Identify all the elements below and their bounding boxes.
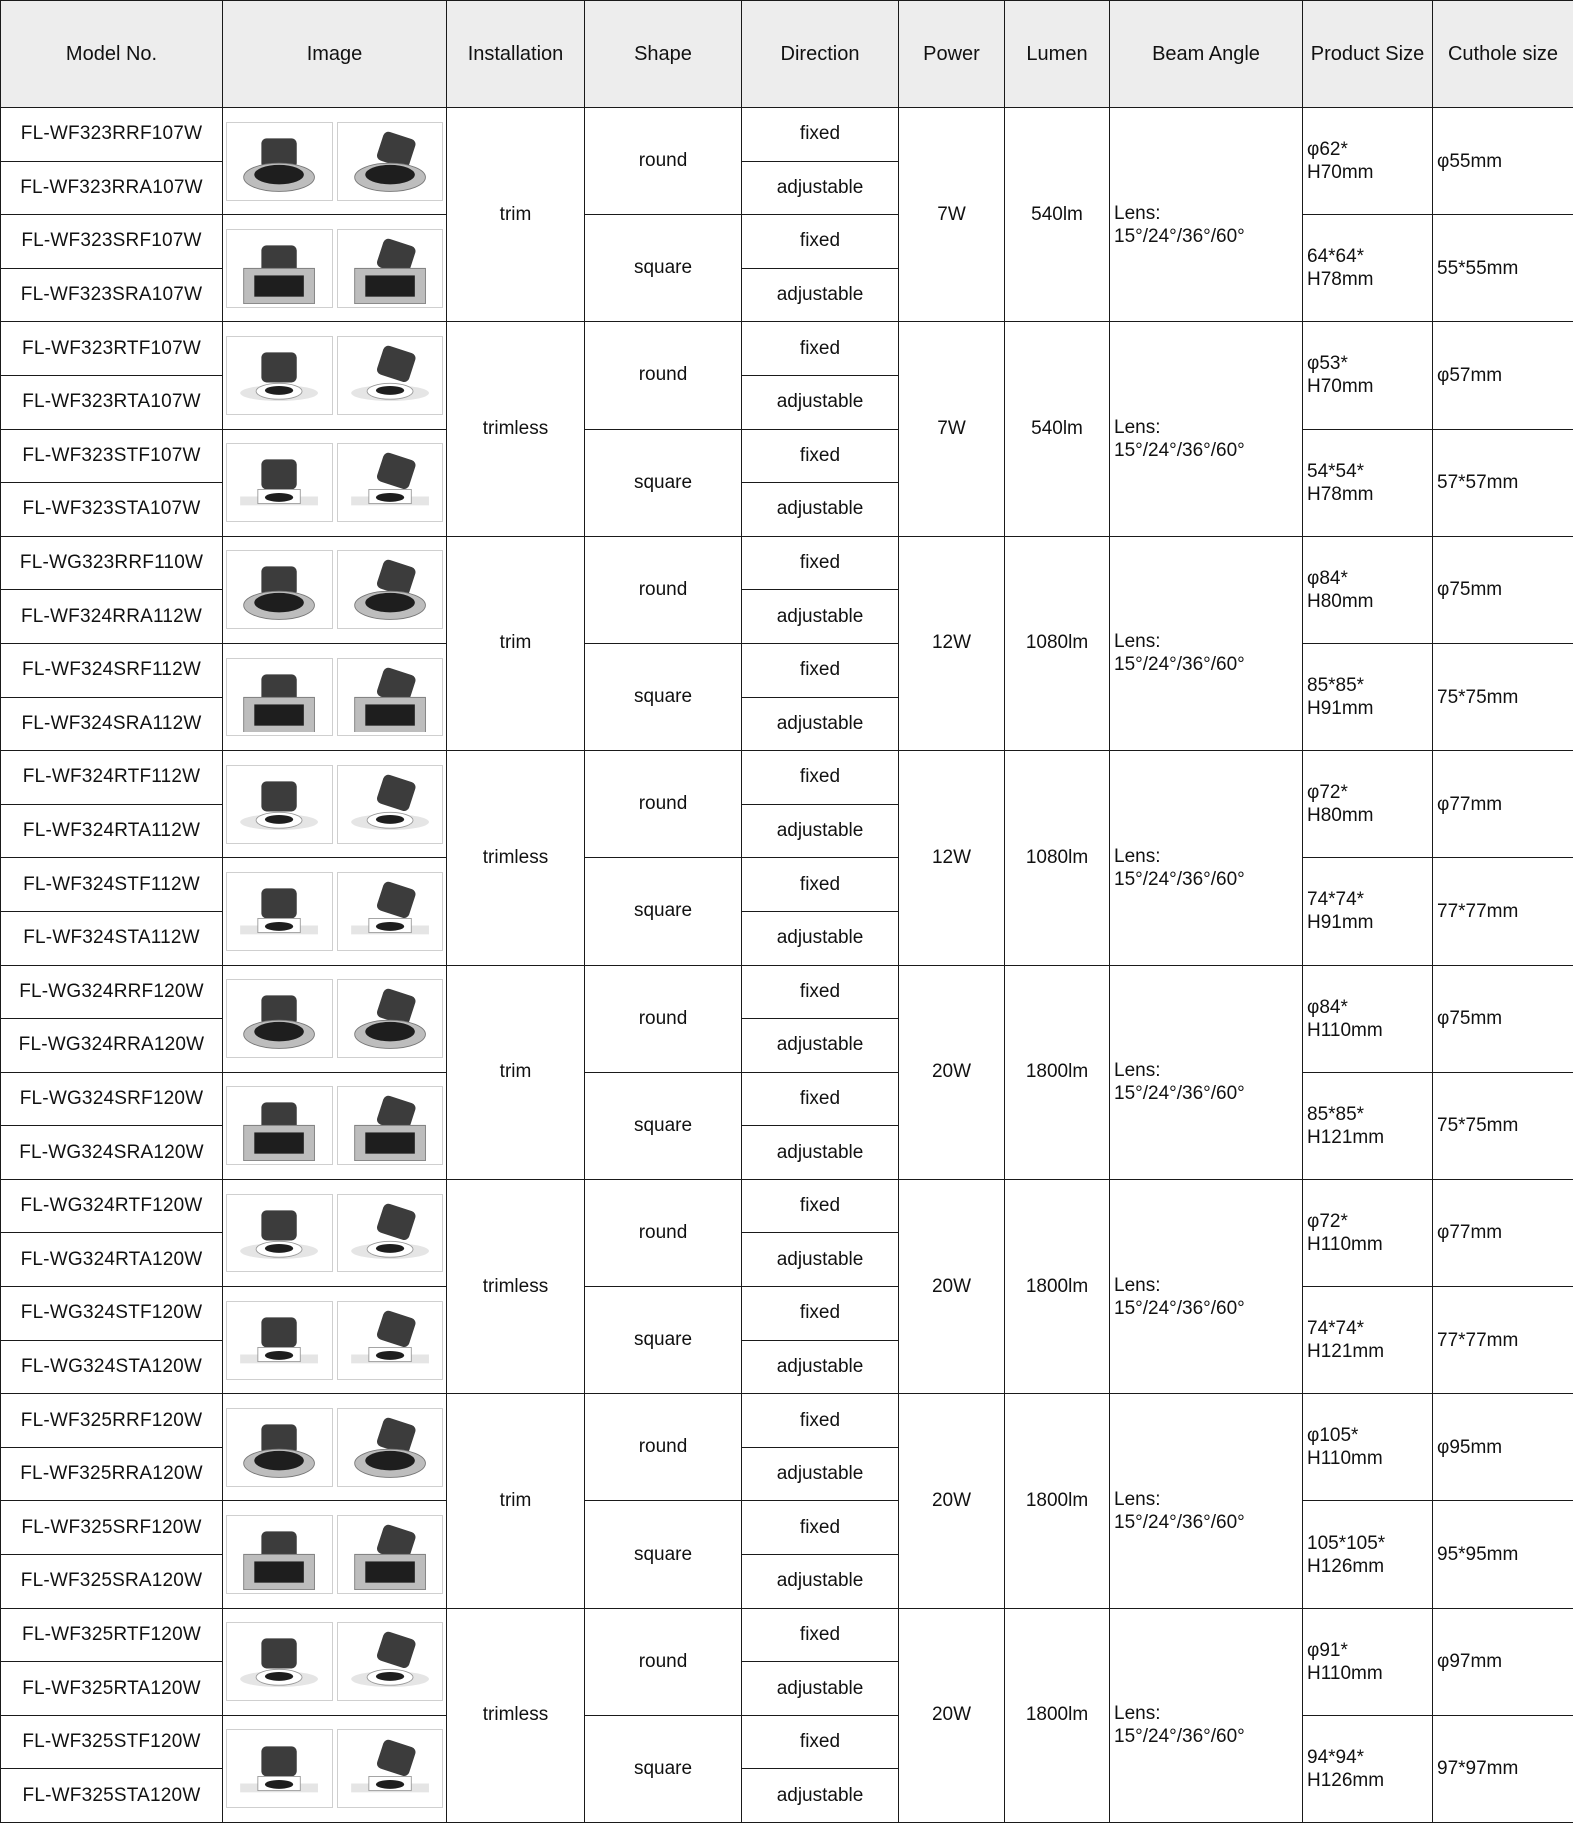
size-dimensions: φ72* [1307, 1211, 1348, 1232]
image-cell [223, 858, 447, 965]
downlight-image [231, 554, 327, 625]
shape-cell: square [585, 215, 742, 322]
downlight-image [342, 1519, 438, 1590]
downlight-image [342, 876, 438, 947]
model-cell: FL-WF323SRF107W [1, 215, 223, 269]
lumen-cell: 540lm [1005, 108, 1110, 322]
size-height: H91mm [1307, 698, 1374, 719]
beam-angles: 15°/24°/36°/60° [1114, 226, 1245, 247]
direction-cell: fixed [742, 1394, 899, 1448]
fixed-product-photo [226, 229, 333, 308]
fixed-product-photo [226, 1408, 333, 1487]
table-row [1, 429, 1573, 483]
adjustable-product-photo [337, 872, 444, 951]
beam-lens-label: Lens: [1114, 1060, 1160, 1081]
downlight-image [231, 233, 327, 304]
table-row [1, 965, 1573, 1019]
downlight-image [342, 1198, 438, 1269]
model-cell: FL-WF323RRF107W [1, 108, 223, 162]
direction-cell: adjustable [742, 268, 899, 322]
table-row [1, 858, 1573, 912]
downlight-image [231, 1734, 327, 1805]
beam-angles: 15°/24°/36°/60° [1114, 869, 1245, 890]
beam-angle-cell [1110, 1608, 1303, 1822]
size-dimensions: φ72* [1307, 782, 1348, 803]
model-cell: FL-WG324STA120W [1, 1340, 223, 1394]
direction-cell: fixed [742, 1179, 899, 1233]
model-cell: FL-WF325RRF120W [1, 1394, 223, 1448]
shape-cell: square [585, 1501, 742, 1608]
downlight-image [342, 983, 438, 1054]
direction-cell: adjustable [742, 697, 899, 751]
downlight-image [231, 1198, 327, 1269]
beam-lens-label: Lens: [1114, 1275, 1160, 1296]
header-installation: Installation [447, 1, 585, 108]
downlight-image [342, 1412, 438, 1483]
model-cell: FL-WG324SRA120W [1, 1126, 223, 1180]
shape-cell: square [585, 1072, 742, 1179]
power-cell: 12W [899, 536, 1005, 750]
downlight-image [342, 554, 438, 625]
installation-cell: trimless [447, 322, 585, 536]
direction-cell: adjustable [742, 1769, 899, 1823]
size-dimensions: 64*64* [1307, 246, 1364, 267]
power-cell: 20W [899, 965, 1005, 1179]
size-dimensions: φ53* [1307, 353, 1348, 374]
shape-cell: round [585, 322, 742, 429]
fixed-product-photo [226, 336, 333, 415]
model-cell: FL-WF323RTF107W [1, 322, 223, 376]
size-height: H110mm [1307, 1234, 1383, 1255]
size-height: H78mm [1307, 484, 1374, 505]
adjustable-product-photo [337, 443, 444, 522]
product-size-cell [1303, 1072, 1433, 1179]
shape-cell: square [585, 1287, 742, 1394]
beam-angle-cell [1110, 1394, 1303, 1608]
size-dimensions: 85*85* [1307, 1104, 1364, 1125]
beam-lens-label: Lens: [1114, 631, 1160, 652]
table-row [1, 1072, 1573, 1126]
beam-angle-cell [1110, 965, 1303, 1179]
image-cell [223, 1501, 447, 1608]
cuthole-size-cell: 57*57mm [1433, 429, 1573, 536]
lumen-cell: 1080lm [1005, 536, 1110, 750]
cuthole-size-cell: φ75mm [1433, 536, 1573, 643]
product-size-cell [1303, 1501, 1433, 1608]
size-height: H126mm [1307, 1770, 1384, 1791]
downlight-image [231, 1412, 327, 1483]
image-cell [223, 108, 447, 215]
direction-cell: adjustable [742, 1340, 899, 1394]
direction-cell: fixed [742, 1715, 899, 1769]
fixed-product-photo [226, 122, 333, 201]
size-dimensions: 54*54* [1307, 461, 1364, 482]
direction-cell: fixed [742, 1608, 899, 1662]
cuthole-size-cell: 75*75mm [1433, 643, 1573, 750]
model-cell: FL-WG324SRF120W [1, 1072, 223, 1126]
shape-cell: round [585, 108, 742, 215]
size-height: H80mm [1307, 805, 1374, 826]
product-size-cell [1303, 1715, 1433, 1822]
product-size-cell [1303, 858, 1433, 965]
product-size-cell [1303, 429, 1433, 536]
installation-cell: trim [447, 536, 585, 750]
fixed-product-photo [226, 872, 333, 951]
downlight-image [342, 662, 438, 733]
header-beam-angle: Beam Angle [1110, 1, 1303, 108]
size-height: H110mm [1307, 1448, 1383, 1469]
header-direction: Direction [742, 1, 899, 108]
size-dimensions: 94*94* [1307, 1747, 1364, 1768]
beam-angles: 15°/24°/36°/60° [1114, 1083, 1245, 1104]
installation-cell: trimless [447, 751, 585, 965]
size-height: H121mm [1307, 1341, 1384, 1362]
header-lumen: Lumen [1005, 1, 1110, 108]
downlight-image [231, 447, 327, 518]
cuthole-size-cell: φ95mm [1433, 1394, 1573, 1501]
model-cell: FL-WG324STF120W [1, 1287, 223, 1341]
direction-cell: adjustable [742, 1126, 899, 1180]
cuthole-size-cell: φ77mm [1433, 1179, 1573, 1286]
installation-cell: trimless [447, 1608, 585, 1822]
beam-lens-label: Lens: [1114, 417, 1160, 438]
size-dimensions: 85*85* [1307, 675, 1364, 696]
lumen-cell: 1800lm [1005, 1394, 1110, 1608]
model-cell: FL-WF325STF120W [1, 1715, 223, 1769]
model-cell: FL-WG324RRF120W [1, 965, 223, 1019]
power-cell: 12W [899, 751, 1005, 965]
cuthole-size-cell: φ77mm [1433, 751, 1573, 858]
direction-cell: fixed [742, 965, 899, 1019]
shape-cell: round [585, 1394, 742, 1501]
product-size-cell [1303, 322, 1433, 429]
table-row [1, 1608, 1573, 1662]
model-cell: FL-WF324STF112W [1, 858, 223, 912]
installation-cell: trim [447, 1394, 585, 1608]
direction-cell: adjustable [742, 911, 899, 965]
adjustable-product-photo [337, 765, 444, 844]
downlight-image [231, 1090, 327, 1161]
adjustable-product-photo [337, 336, 444, 415]
image-cell [223, 1715, 447, 1822]
shape-cell: round [585, 1179, 742, 1286]
size-dimensions: φ91* [1307, 1640, 1348, 1661]
downlight-image [231, 340, 327, 411]
table-row [1, 1501, 1573, 1555]
header-image: Image [223, 1, 447, 108]
shape-cell: round [585, 965, 742, 1072]
beam-angle-cell [1110, 1179, 1303, 1393]
downlight-image [231, 769, 327, 840]
table-row [1, 1179, 1573, 1233]
model-cell: FL-WF324SRA112W [1, 697, 223, 751]
direction-cell: adjustable [742, 1447, 899, 1501]
model-cell: FL-WF323STF107W [1, 429, 223, 483]
table-row [1, 322, 1573, 376]
direction-cell: adjustable [742, 804, 899, 858]
direction-cell: fixed [742, 215, 899, 269]
direction-cell: adjustable [742, 375, 899, 429]
size-height: H70mm [1307, 162, 1374, 183]
fixed-product-photo [226, 658, 333, 737]
model-cell: FL-WF325RTA120W [1, 1662, 223, 1716]
image-cell [223, 536, 447, 643]
model-cell: FL-WF324RRA112W [1, 590, 223, 644]
fixed-product-photo [226, 1515, 333, 1594]
adjustable-product-photo [337, 550, 444, 629]
beam-angle-cell [1110, 751, 1303, 965]
direction-cell: adjustable [742, 483, 899, 537]
direction-cell: adjustable [742, 1019, 899, 1073]
beam-angles: 15°/24°/36°/60° [1114, 654, 1245, 675]
shape-cell: square [585, 1715, 742, 1822]
model-cell: FL-WF325RRA120W [1, 1447, 223, 1501]
beam-angle-cell [1110, 322, 1303, 536]
image-cell [223, 1287, 447, 1394]
beam-angles: 15°/24°/36°/60° [1114, 1512, 1245, 1533]
header-model: Model No. [1, 1, 223, 108]
cuthole-size-cell: 77*77mm [1433, 858, 1573, 965]
cuthole-size-cell: 77*77mm [1433, 1287, 1573, 1394]
size-dimensions: 74*74* [1307, 1318, 1364, 1339]
size-height: H80mm [1307, 591, 1374, 612]
downlight-image [231, 983, 327, 1054]
table-row [1, 1394, 1573, 1448]
shape-cell: round [585, 751, 742, 858]
size-dimensions: φ84* [1307, 568, 1348, 589]
model-cell: FL-WF323STA107W [1, 483, 223, 537]
model-cell: FL-WF323SRA107W [1, 268, 223, 322]
fixed-product-photo [226, 765, 333, 844]
image-cell [223, 643, 447, 750]
header-row [1, 1, 1573, 108]
downlight-image [342, 447, 438, 518]
downlight-image [342, 1090, 438, 1161]
adjustable-product-photo [337, 1194, 444, 1273]
beam-lens-label: Lens: [1114, 203, 1160, 224]
beam-lens-label: Lens: [1114, 1489, 1160, 1510]
cuthole-size-cell: 95*95mm [1433, 1501, 1573, 1608]
model-cell: FL-WF324RTF112W [1, 751, 223, 805]
size-height: H70mm [1307, 376, 1374, 397]
downlight-image [231, 876, 327, 947]
product-size-cell [1303, 965, 1433, 1072]
model-cell: FL-WG324RRA120W [1, 1019, 223, 1073]
direction-cell: fixed [742, 429, 899, 483]
size-dimensions: 105*105* [1307, 1533, 1385, 1554]
direction-cell: adjustable [742, 590, 899, 644]
product-size-cell [1303, 108, 1433, 215]
beam-angles: 15°/24°/36°/60° [1114, 1298, 1245, 1319]
direction-cell: fixed [742, 1501, 899, 1555]
lumen-cell: 1800lm [1005, 1179, 1110, 1393]
power-cell: 20W [899, 1179, 1005, 1393]
image-cell [223, 965, 447, 1072]
header-power: Power [899, 1, 1005, 108]
product-size-cell [1303, 751, 1433, 858]
downlight-image [231, 662, 327, 733]
size-height: H126mm [1307, 1556, 1384, 1577]
fixed-product-photo [226, 443, 333, 522]
fixed-product-photo [226, 550, 333, 629]
size-height: H78mm [1307, 269, 1374, 290]
table-row [1, 1287, 1573, 1341]
size-height: H91mm [1307, 912, 1374, 933]
image-cell [223, 215, 447, 322]
table-row [1, 1715, 1573, 1769]
product-size-cell [1303, 536, 1433, 643]
size-dimensions: φ62* [1307, 139, 1348, 160]
direction-cell: fixed [742, 322, 899, 376]
image-cell [223, 322, 447, 429]
downlight-image [231, 1305, 327, 1376]
model-cell: FL-WF324SRF112W [1, 643, 223, 697]
model-cell: FL-WF325RTF120W [1, 1608, 223, 1662]
direction-cell: fixed [742, 751, 899, 805]
direction-cell: adjustable [742, 161, 899, 215]
product-size-cell [1303, 1179, 1433, 1286]
image-cell [223, 1394, 447, 1501]
downlight-image [342, 1626, 438, 1697]
table-row [1, 643, 1573, 697]
adjustable-product-photo [337, 658, 444, 737]
lumen-cell: 1800lm [1005, 965, 1110, 1179]
fixed-product-photo [226, 1729, 333, 1808]
table-row [1, 108, 1573, 162]
cuthole-size-cell: 75*75mm [1433, 1072, 1573, 1179]
downlight-image [342, 233, 438, 304]
beam-lens-label: Lens: [1114, 846, 1160, 867]
fixed-product-photo [226, 1086, 333, 1165]
adjustable-product-photo [337, 979, 444, 1058]
table-row [1, 536, 1573, 590]
model-cell: FL-WF324STA112W [1, 911, 223, 965]
model-cell: FL-WF323RTA107W [1, 375, 223, 429]
downlight-image [231, 1519, 327, 1590]
model-cell: FL-WG323RRF110W [1, 536, 223, 590]
adjustable-product-photo [337, 1086, 444, 1165]
downlight-image [342, 126, 438, 197]
model-cell: FL-WG324RTF120W [1, 1179, 223, 1233]
direction-cell: fixed [742, 643, 899, 697]
fixed-product-photo [226, 1301, 333, 1380]
lumen-cell: 1800lm [1005, 1608, 1110, 1822]
image-cell [223, 1072, 447, 1179]
table-row [1, 215, 1573, 269]
adjustable-product-photo [337, 229, 444, 308]
adjustable-product-photo [337, 1729, 444, 1808]
direction-cell: fixed [742, 858, 899, 912]
direction-cell: fixed [742, 1287, 899, 1341]
direction-cell: adjustable [742, 1555, 899, 1609]
direction-cell: fixed [742, 536, 899, 590]
cuthole-size-cell: φ57mm [1433, 322, 1573, 429]
image-cell [223, 1179, 447, 1286]
shape-cell: square [585, 858, 742, 965]
table-row [1, 751, 1573, 805]
cuthole-size-cell: φ55mm [1433, 108, 1573, 215]
header-product-size: Product Size [1303, 1, 1433, 108]
cuthole-size-cell: φ97mm [1433, 1608, 1573, 1715]
size-height: H121mm [1307, 1127, 1384, 1148]
model-cell: FL-WG324RTA120W [1, 1233, 223, 1287]
header-shape: Shape [585, 1, 742, 108]
power-cell: 7W [899, 322, 1005, 536]
installation-cell: trimless [447, 1179, 585, 1393]
product-size-cell [1303, 1394, 1433, 1501]
product-size-cell [1303, 1287, 1433, 1394]
beam-angles: 15°/24°/36°/60° [1114, 440, 1245, 461]
direction-cell: fixed [742, 108, 899, 162]
downlight-image [342, 769, 438, 840]
direction-cell: adjustable [742, 1233, 899, 1287]
power-cell: 7W [899, 108, 1005, 322]
model-cell: FL-WF325SRF120W [1, 1501, 223, 1555]
downlight-image [342, 1305, 438, 1376]
size-dimensions: φ84* [1307, 997, 1348, 1018]
size-dimensions: φ105* [1307, 1425, 1358, 1446]
size-dimensions: 74*74* [1307, 889, 1364, 910]
model-cell: FL-WF325STA120W [1, 1769, 223, 1823]
beam-angle-cell [1110, 536, 1303, 750]
beam-lens-label: Lens: [1114, 1703, 1160, 1724]
model-cell: FL-WF324RTA112W [1, 804, 223, 858]
direction-cell: adjustable [742, 1662, 899, 1716]
shape-cell: round [585, 1608, 742, 1715]
power-cell: 20W [899, 1394, 1005, 1608]
shape-cell: square [585, 429, 742, 536]
installation-cell: trim [447, 965, 585, 1179]
adjustable-product-photo [337, 1622, 444, 1701]
fixed-product-photo [226, 1194, 333, 1273]
direction-cell: fixed [742, 1072, 899, 1126]
cuthole-size-cell: φ75mm [1433, 965, 1573, 1072]
lumen-cell: 1080lm [1005, 751, 1110, 965]
downlight-image [231, 126, 327, 197]
adjustable-product-photo [337, 1515, 444, 1594]
downlight-image [342, 1734, 438, 1805]
installation-cell: trim [447, 108, 585, 322]
cuthole-size-cell: 97*97mm [1433, 1715, 1573, 1822]
fixed-product-photo [226, 979, 333, 1058]
downlight-image [231, 1626, 327, 1697]
lumen-cell: 540lm [1005, 322, 1110, 536]
cuthole-size-cell: 55*55mm [1433, 215, 1573, 322]
size-height: H110mm [1307, 1020, 1383, 1041]
adjustable-product-photo [337, 1408, 444, 1487]
downlight-image [342, 340, 438, 411]
shape-cell: round [585, 536, 742, 643]
adjustable-product-photo [337, 122, 444, 201]
image-cell [223, 1608, 447, 1715]
power-cell: 20W [899, 1608, 1005, 1822]
image-cell [223, 751, 447, 858]
header-cuthole-size: Cuthole size [1433, 1, 1573, 108]
model-cell: FL-WF325SRA120W [1, 1555, 223, 1609]
image-cell [223, 429, 447, 536]
fixed-product-photo [226, 1622, 333, 1701]
beam-angle-cell [1110, 108, 1303, 322]
adjustable-product-photo [337, 1301, 444, 1380]
shape-cell: square [585, 643, 742, 750]
product-size-cell [1303, 643, 1433, 750]
beam-angles: 15°/24°/36°/60° [1114, 1726, 1245, 1747]
product-size-cell [1303, 1608, 1433, 1715]
model-cell: FL-WF323RRA107W [1, 161, 223, 215]
size-height: H110mm [1307, 1663, 1383, 1684]
product-size-cell [1303, 215, 1433, 322]
